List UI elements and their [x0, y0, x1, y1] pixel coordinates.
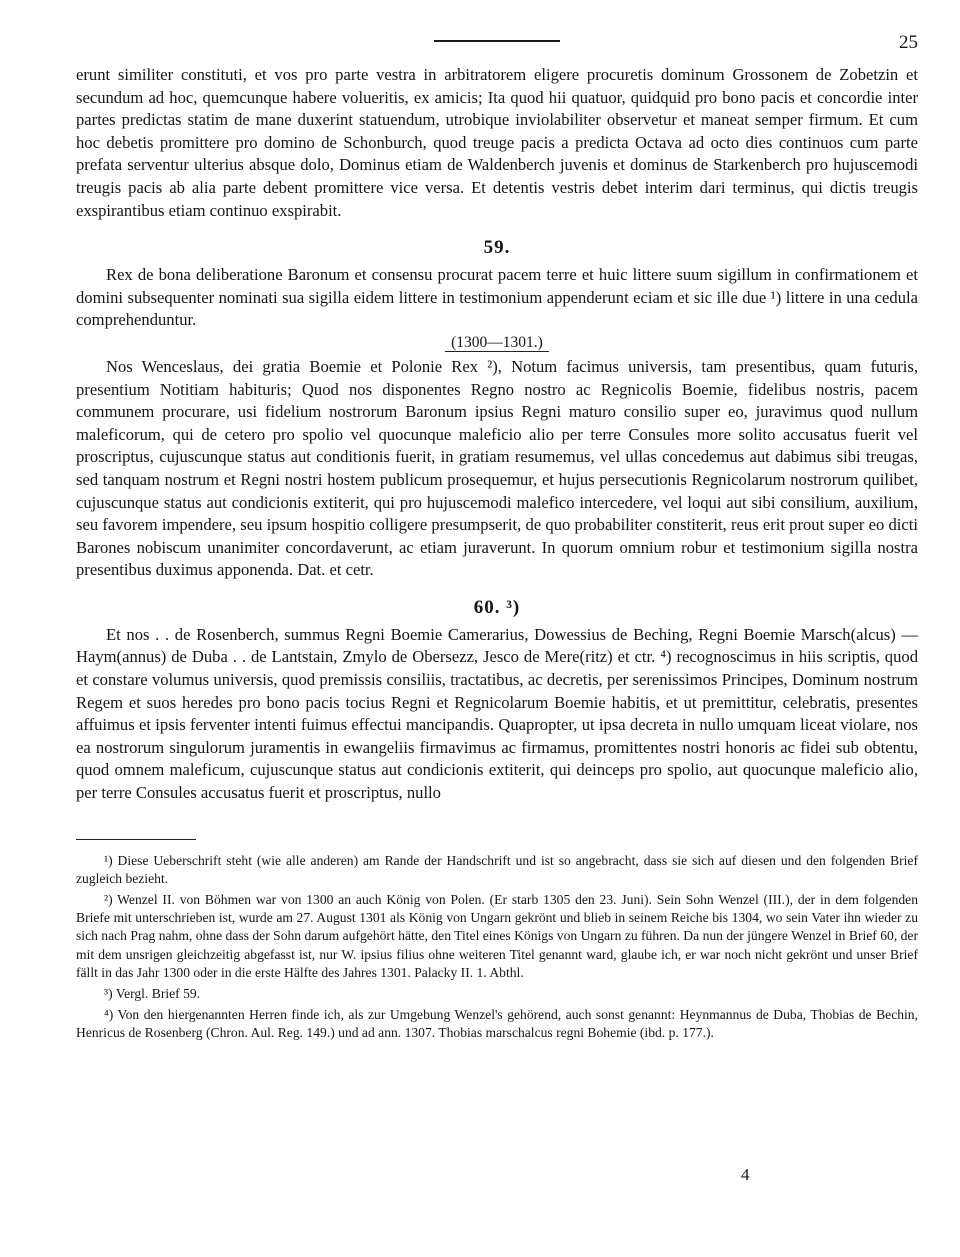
intro-paragraph: erunt similiter constituti, et vos pro parte vestra in arbitratorem eligere procuretis dominum Grossonem de Zobetzin et secundum ad hoc, quemcunque habere volueritis, ex amicis; Ita quod hii quatuor, quidquid pro bono pacis et concordie inter partes predictas statim de mane duxerint statuendum, utrobique inviolabiliter observetur et maneat semper firmum. Et cum hoc debetis promittere pro domino de Schonburch, quod treuge pacis a predicta Octava ad octo dies continuos cum parte prefata serventur ulterius absque dolo, Dominus etiam de Waldenberch juvenis et dominus de Starkenberch pro hujuscemodi treugis pacis ab alia parte debent promittere vice versa. Et detentis vestris debet interim dari terminus, qui dictis treugis exspirantibus etiam continuo exspirabit. [76, 65, 918, 220]
section-59-text: Nos Wenceslaus, dei gratia Boemie et Polonie Rex ²), Notum facimus universis, tam presentibus, quam futuris, presentium Notitiam habituris; Quod nos disponentes Regno nostro ac Regnicolis Boemie, fidelibus nostris, pacem communem procurare, usi fidelium nostrorum Baronum ipsius Regni maturo consilio super eo, juravimus quod nullum maleficorum, qui de cetero pro spolio vel quocunque maleficio alio per terre Consules more solito accusatus fuerit vel proscriptus, cujuscunque status aut conditionis fuerit, in gratiam resumemus, vel ullas concedemus aut dabimus sibi treugas, sed tanquam nostrum et Regni nostri hostem publicum prosequemur, et hujus persecutionis Regnicolarum nostrorum quilibet, cujuscunque status aut condicionis extiterit, qui pro hujuscemodi malefico intercedere, vel loqui aut sibi consilium, auxilium, seu favorem impendere, seu ipsum hospitio colligere presumpserit, de quo probabiliter constiterit, reus erit prout super eo dicti Barones nobiscum unanimiter concordaverunt, ac etiam juraverunt. In quorum omnium robur et testimonium sigilla nostra presentibus duximus apponenda. Dat. et cetr. [76, 356, 918, 580]
section-59-date [76, 334, 918, 352]
footnote-rule [76, 839, 196, 840]
section-59-date-text: (1300—1301.) [445, 334, 549, 352]
section-60-number: 60. ³) [473, 596, 521, 618]
footnote-1: ¹) Diese Ueberschrift steht (wie alle anderen) am Rande der Handschrift und ist so angebracht, dass sie sich auf diesen und den folgenden Brief zugleich bezieht. [76, 852, 918, 886]
signature-mark: 4 [741, 1165, 750, 1184]
section-59-heading: Rex de bona deliberatione Baronum et consensu procurat pacem terre et huic littere suum sigillum in confirmationem et domini subsequenter nominati sua sigilla eidem littere in testimonium appenderunt eciam et sic ille due ¹) littere in una cedula comprehenduntur. [76, 265, 918, 330]
footnote-4: ⁴) Von den hiergenannten Herren finde ich, als zur Umgebung Wenzel's gehörend, auch sonst genannt: Heynmannus de Duba, Thobias de Bechin, Henricus de Rosenberg (Chron. Aul. Reg. 149.) und ad ann. 1307. Thobias marschalcus regni Bohemie (ibd. p. 177.). [76, 1007, 918, 1041]
footnote-2: ²) Wenzel II. von Böhmen war von 1300 an auch König von Polen. (Er starb 1305 den 23. Juni). Sein Sohn Wenzel (III.), der in dem folgenden Briefe mit unterschrieben ist, wurde am 27. August 1301 als König von Ungarn gekrönt und blieb in seinem Reiche bis 1304, wo sein Vater ihn wieder zu sich nach Prag nahm, ohne dass der Sohn darum aufgehört hätte, den Titel eines Königs von Ungarn zu führen. Da nun der jüngere Wenzel in Brief 60, der mit dem unsrigen gleichzeitig abgefasst ist, nur W. ipsius filius ohne weiteren Titel genannt ward, glaube ich, er war noch nicht gekrönt und unser Brief fällt in das Jahr 1300 oder in die erste Hälfte des Jahres 1301. Palacky II. 1. Abthl. [76, 892, 918, 980]
page-body [76, 22, 918, 1046]
footnote-3: ³) Vergl. Brief 59. [104, 986, 201, 1002]
page-number: 25 [899, 32, 918, 53]
section-59-number: 59. [483, 237, 511, 259]
section-60-text: Et nos . . de Rosenberch, summus Regni Boemie Camerarius, Dowessius de Beching, Regni Boemie Marsch(alcus) — Haym(annus) de Duba . . de Lantstain, Zmylo de Obersezz, Jesco de Mere(ritz) et ctr. ⁴) recognoscimus in hiis scriptis, quod et constare volumus universis, quod premissis consiliis, tractatibus, ac decretis, per serenissimos Principes, Dominum nostrum Regem et suos heredes pro bono pacis tocius Regni et Regnicolarum Boemie habitis, et ut premittitur, celebratis, presentes affuimus et ipsis ferventer intenti fuimus effectui mancipandis. Quapropter, ut ipsa decreta in nullo umquam liceat violare, nos ea nostrorum singulorum juramentis in ewangeliis firmavimus ac firmamus, promittentes nostri honoris ac fidei sub obtentu, quod omnem maleficum, cujuscunque status aut condicionis extiterit, qui deinceps pro spolio, aut quocunque maleficio alio, per terre Consules accusatus fuerit et proscriptus, nullo [76, 624, 918, 803]
